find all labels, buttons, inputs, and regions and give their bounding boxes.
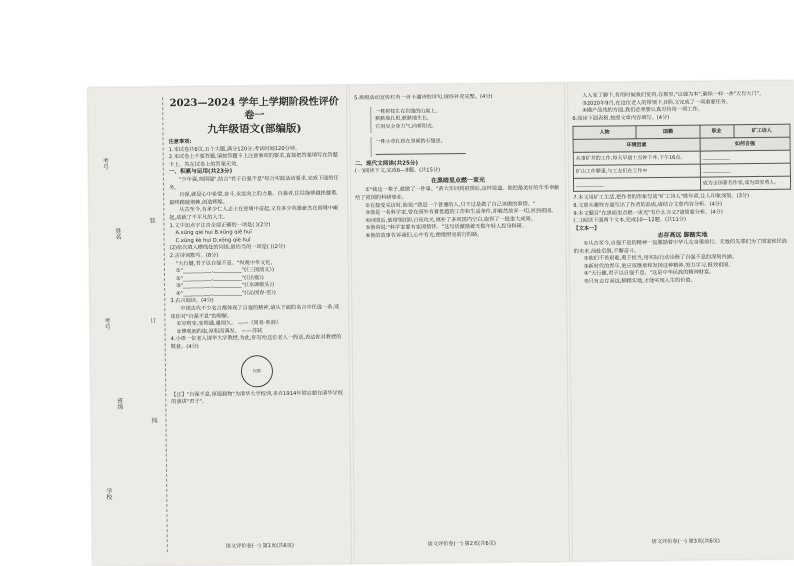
school-label: 学校 [104,487,112,500]
poem-line: "大行健,君子以自强不息。"纵观中华文化, [175,259,273,267]
article-paragraph: ①"我这一辈子,就做了一件事。"黄大年回到祖国后,这样说道。他把最美好的年华奉献给了祖国的科研事业。 [355,185,560,202]
section-heading: 二、现代文阅读(共25分) [354,160,419,167]
name-label: 姓名 [114,227,122,240]
text-label: 【文本一】 [573,225,600,232]
article-paragraph: ①从古至今,自强不息的精神一直激励着中华儿女奋勇前行。无数的先辈们为了国家和民族的未来,前赴后继,不懈奋斗。 [573,238,788,255]
poem-line: 默默地扎根,默默地生长, [375,115,429,123]
poem-line: ①"___________,___________"(《三国演义》) [175,267,275,275]
poem-line: 它用尽全身力气,向着阳光。 [375,123,438,130]
question-text: 1.文中加点字注音全部正确的一项是( )(2分) [169,221,271,229]
footnote: 【注】"自强不息,厚德载物"为清华大学校训,来自1914年梁启超在清华学校的演讲"君子"。 [171,389,343,406]
answer-line [376,148,466,155]
table-header: 国籍 [636,125,699,139]
article-paragraph: ⑤只有志存高远,脚踏实地,才能实现人生的价值。 [584,277,696,285]
poem-line: ④"___________,___________"(《沁园春·雪》) [176,289,276,297]
quote-line: ①穷则变,变则通,通则久。 ——《周易·系辞》 [176,320,282,328]
notice-header: 注意事项: [168,138,192,146]
subsection-heading: (一)阅读下文,完成6—9题。(共15分) [354,167,441,175]
subsection-heading: (二)阅读下面两个文本,完成10—12题。(共11分) [573,216,687,225]
article-paragraph: ④回国后,他带领团队日夜攻关,填补了多项国内空白,取得了一批重大成果。 [365,216,536,224]
binding-mark: 订 [148,317,157,324]
page-fold [564,83,573,561]
article-paragraph: ④确产品线的方面,我们必须要认真对待每一项工作。 [582,106,703,115]
question-text: 6.阅读下面表格,按照文章内容填写。(4分) [572,114,670,122]
table-row [573,177,790,192]
table-cell: ___________ [700,151,790,165]
notice-item: 1.本试卷共6页,五个大题,满分120分,考试时间120分钟。 [168,145,301,153]
table-cell: 成为全国著名作家,成为国家勇人。 [700,177,790,191]
table-cell: 从事矿井的工作,每天早晨十点钟下井,下午16点。 [573,151,700,165]
answer-option: C.xǔng kè huì D.xōng qiè huǐ [175,237,251,244]
binding-mark: 线 [150,417,158,424]
question-text: 8.文章从哪些方面写出了作者的品质,请结合文章内容分析。(4分) [573,201,723,209]
page-footer: 语文评价卷(一) 第2页(共6页) [427,541,496,548]
article-paragraph: ②在接受采访时,他说:"我是一个普通的人,只不过是做了自己该做的事情。" [365,200,536,209]
question-text: 2.古诗词默写。(8分) [169,252,219,260]
article-paragraph: ⑤他常说:"科学家要有家国情怀。"这句话激励着无数年轻人投身科研。 [365,223,528,232]
page-footer: 语文评价卷(一) 第1页(共6页) [225,543,294,550]
university-seal-icon [241,355,273,387]
exam-page-1 [96,95,347,553]
table-cell: ___________ [573,177,700,191]
answer-table [572,124,791,192]
answer-option: A.xǔng qié huì B.xǔng qiè huǐ [175,229,252,237]
question-text: 3.古言阅读。(4分) [170,298,214,305]
question-text: 中国古代不少名言都体现了自强的精神,请从下面的名言中任选一条,谈谈你对"自强不息"的理解。 [170,304,340,320]
page-fold [346,85,355,563]
section-heading: 一、积累与运用(共23分) [168,168,233,176]
article-title: 志存高远 脚踏实地 [657,231,708,240]
class-label: 班级 [115,397,123,410]
seal-text: 校徽 [252,368,261,374]
question-text: 9.本文题目"在黑暗里点燃一束光"有什么含义?请简要分析。(4分) [573,208,723,217]
notice-item: 2.本试卷上不要答题,请按答题卡上注意事项的要求,直接把答案填写在答题卡上。答在试卷上的答案无效。 [168,152,338,168]
poem-line: ③"___________,___________"(《水调歌头》) [176,282,275,290]
table-header: 人物 [573,126,636,140]
poem-line: 一株树枝生在岩缝的山崖上, [375,107,437,115]
exam-page-3 [572,91,794,548]
poem-block [371,135,561,156]
passage-paragraph: 从古至今,有多少仁人志士在逆境中奋起,又有多少英雄豪杰在困境中崛起,成就了不平凡的人生。 [169,205,339,222]
article-paragraph: ③新时代的青年,更应该继承和发扬这种精神,努力学习,报效祖国。 [583,261,734,270]
article-paragraph: ④"天行健,君子以自强不息。"这是中华民族的精神财富。 [583,269,715,278]
page-1-content [168,95,343,407]
question-text: (2)依次填入横线处的词语,最恰当的一项是( )(2分) [169,244,286,252]
question-text: 7.本文用矿工生活,把作者的形象写成"矿工诗人"陈年喜,让人印象深刻。(3分) [573,193,750,202]
question-text: 4.小语一位老人请华大学教授,为此,你写给这位老人一段话,表达你对教授的敬意。(4分) [170,334,342,351]
table-cell: ___________ [700,164,790,178]
question-intro: "少年强,则国强",结合"君子自强不息"综合实践活动要求,完成下面的任务。 [169,175,339,191]
article-paragraph: ③他是一名科学家,曾在国外有着优越的工作和生活条件,却毅然放弃一切,回到祖国。 [365,208,557,217]
table-subheader: 如何自强 [700,138,790,152]
article-paragraph: ③2020年9月,在这位老人的带领下,团队又完成了一项重要任务。 [582,98,732,107]
table-header: 矿工诗人 [733,125,790,139]
poem-line: 一株小草扎根在坚硬的石缝里, [375,138,443,146]
binding-margin [96,97,168,553]
table-header: 职业 [700,125,734,138]
exam-title: 2023—2024 学年上学期阶段性评价卷一 [169,96,339,122]
poem-line: ②"___________,___________"(《出塞》) [175,274,264,282]
article-paragraph: 人人变了脚下,有的时候我们觉得,在那里,"以德为本",确保一样一条"天有大门"。 [582,90,765,99]
article-paragraph: ⑥他的故事告诉我们,心中有光,便能照亮前行的路。 [365,231,483,240]
quote-line: ②博观而约取,厚积而薄发。 ——苏轼 [176,328,263,335]
exam-no-label: 考号 [103,317,111,330]
exam-page-2 [354,93,565,550]
exam-sheet [88,81,794,566]
seat-label: 考号 [101,157,109,170]
question-text: 5.班级活动宣传栏有一首卡通诗的诗句,请你补充完整。(4分) [354,93,493,102]
exam-subtitle: 九年级语文(部编版) [207,122,302,136]
table-subheader: 环境因素 [573,138,700,152]
poem-block [370,105,560,134]
page-footer: 语文评价卷(一) 第3页(共6页) [651,538,720,546]
passage-paragraph: 自强,就是心中希望,奋斗,永远向上的力量。自强者,往往能够越挫越勇,最终踏破荆棘,创造辉煌。 [169,190,338,206]
article-title: 在黑暗里点燃一束光 [430,176,486,185]
table-cell: 矿山工作繁重,与工友们在工作中 [573,164,700,178]
binding-mark: 装 [147,217,156,224]
article-paragraph: ②他们不畏艰难,勇于担当,用实际行动诠释了自强不息的深刻内涵。 [583,254,738,262]
